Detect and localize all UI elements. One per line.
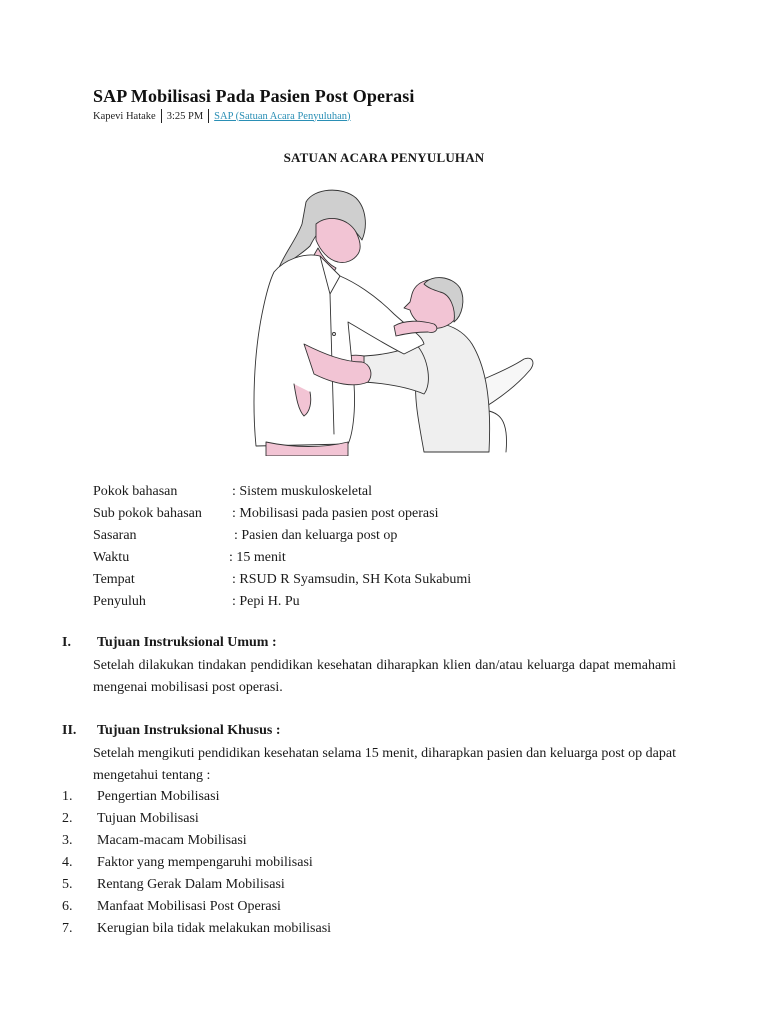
- info-value: : Pasien dan keluarga post op: [234, 528, 398, 543]
- info-label: Tempat: [93, 572, 135, 587]
- list-text: Kerugian bila tidak melakukan mobilisasi: [97, 921, 332, 936]
- info-label: Sasaran: [93, 528, 137, 543]
- info-value: : 15 menit: [229, 550, 286, 565]
- info-label: Penyuluh: [93, 594, 146, 609]
- post-title: SAP Mobilisasi Pada Pasien Post Operasi: [93, 86, 415, 106]
- meta-divider: [208, 109, 209, 123]
- section-heading: [62, 720, 676, 742]
- list-number: 4.: [62, 855, 73, 870]
- info-label: Sub pokok bahasan: [93, 506, 202, 521]
- list-number: 5.: [62, 877, 73, 892]
- list-text: Faktor yang mempengaruhi mobilisasi: [97, 855, 313, 870]
- section-title: Tujuan Instruksional Umum :: [97, 635, 277, 650]
- info-value: : Mobilisasi pada pasien post operasi: [232, 506, 439, 521]
- list-number: 6.: [62, 899, 73, 914]
- section-number: II.: [62, 723, 77, 738]
- section-tujuan-umum: [62, 632, 676, 699]
- list-number: 2.: [62, 811, 73, 826]
- list-number: 1.: [62, 789, 73, 804]
- section-body: Setelah dilakukan tindakan pendidikan kesehatan diharapkan klien dan/atau keluarga dapat memahami mengenai mobilisasi post operasi.: [93, 658, 676, 695]
- section-heading: [62, 632, 676, 654]
- info-label: Waktu: [93, 550, 130, 565]
- document-heading: SATUAN ACARA PENYULUHAN: [283, 150, 485, 165]
- list-text: Pengertian Mobilisasi: [97, 789, 220, 804]
- post-meta: [93, 109, 351, 123]
- section-title: Tujuan Instruksional Khusus :: [97, 723, 281, 738]
- info-value: : RSUD R Syamsudin, SH Kota Sukabumi: [232, 572, 472, 587]
- post-time: 3:25 PM: [166, 110, 204, 122]
- info-label: Pokok bahasan: [93, 484, 178, 499]
- section-body: Setelah mengikuti pendidikan kesehatan selama 15 menit, diharapkan pasien dan keluarga post op dapat mengetahui tentang :: [93, 746, 676, 783]
- list-text: Rentang Gerak Dalam Mobilisasi: [97, 877, 285, 892]
- list-number: 7.: [62, 921, 73, 936]
- nurse-patient-illustration: [244, 184, 536, 456]
- list-text: Tujuan Mobilisasi: [97, 811, 199, 826]
- section-number: I.: [62, 635, 71, 650]
- list-text: Manfaat Mobilisasi Post Operasi: [97, 899, 281, 914]
- info-value: : Sistem muskuloskeletal: [232, 484, 372, 499]
- section-tujuan-khusus: [62, 720, 676, 787]
- post-author[interactable]: Kapevi Hatake: [93, 110, 156, 122]
- list-number: 3.: [62, 833, 73, 848]
- category-link[interactable]: SAP (Satuan Acara Penyuluhan): [214, 110, 351, 122]
- meta-divider: [161, 109, 162, 123]
- list-text: Macam-macam Mobilisasi: [97, 833, 247, 848]
- info-value: : Pepi H. Pu: [232, 594, 300, 609]
